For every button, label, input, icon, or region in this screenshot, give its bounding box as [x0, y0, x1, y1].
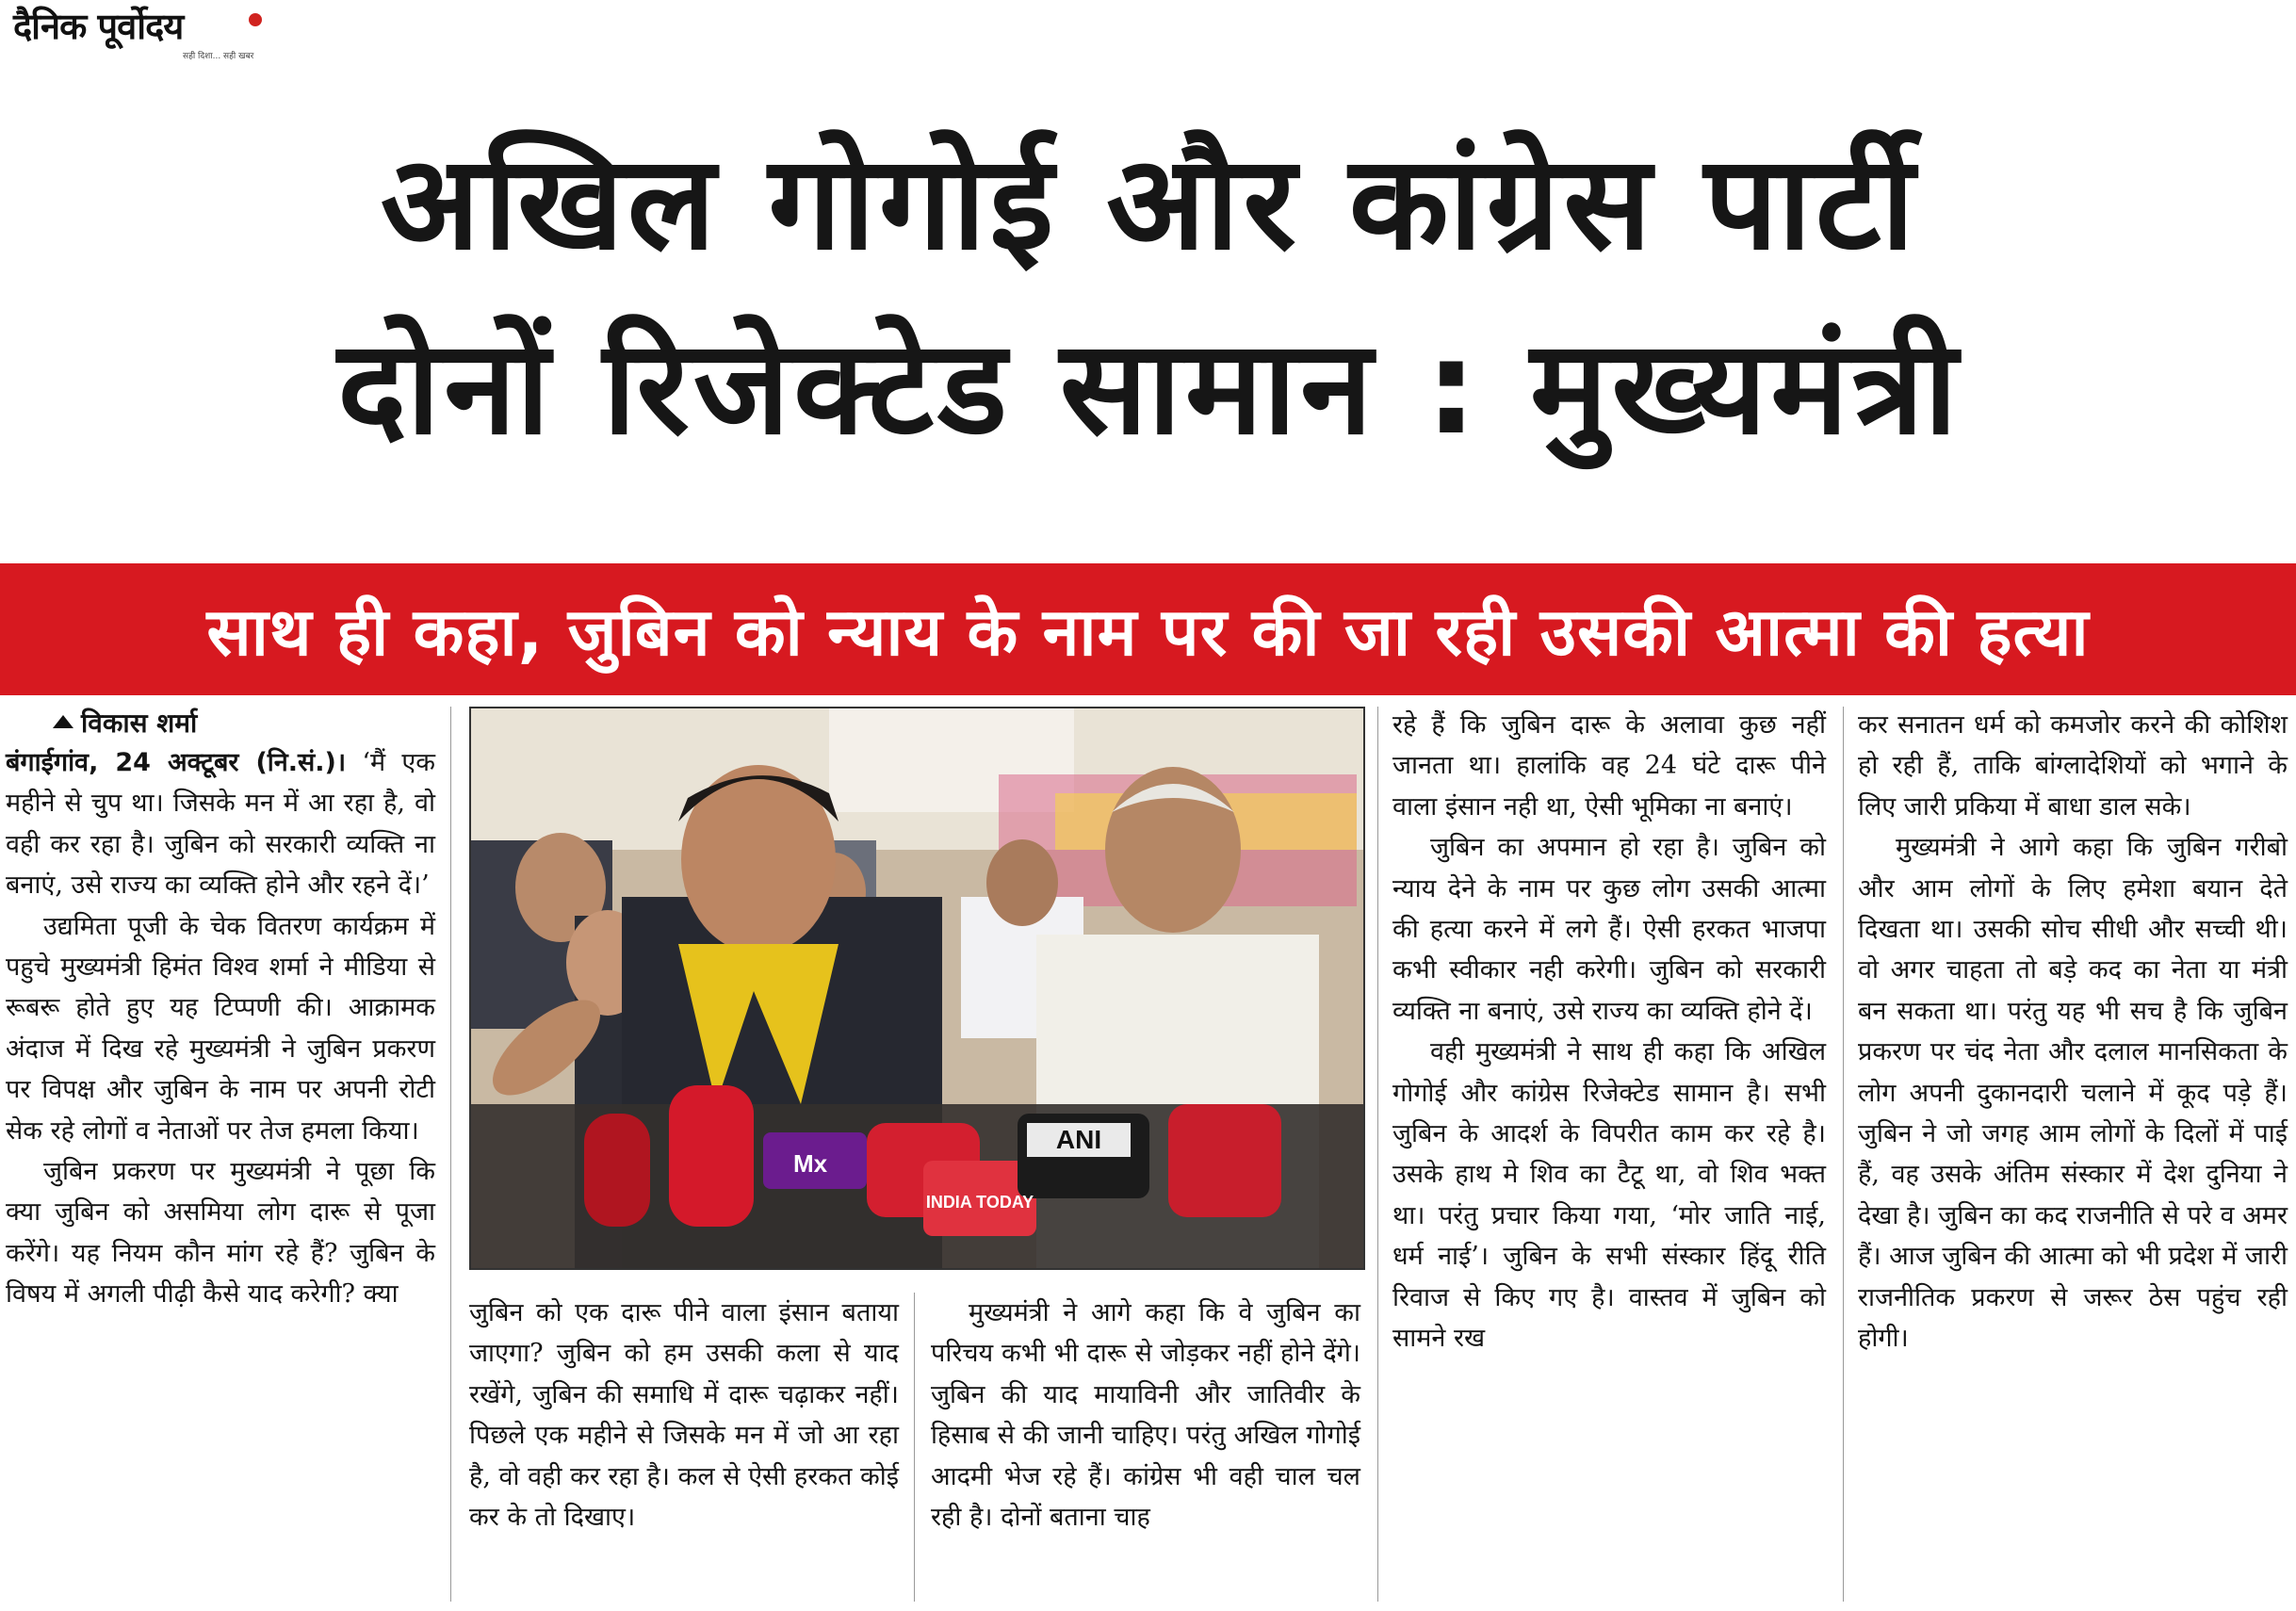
column-divider — [450, 707, 451, 1602]
article-paragraph: मुख्यमंत्री ने आगे कहा कि जुबिन गरीबो और आम लोगों के लिए हमेशा बयान देते दिखता था। उसकी सोच सीधी और सच्ची थी। वो अगर चाहता तो बड़े कद का नेता या मंत्री बन सकता था। परंतु यह भी सच है कि जुबिन प्रकरण पर चंद नेता और दलाल मानसिकता के लोग अपनी दुकानदारी चलाने में कूद पड़े हैं। जुबिन ने जो जगह आम लोगों के दिलों में पाई हैं, वह उसके अंतिम संस्कार में देश दुनिया ने देखा है। जुबिन का कद राजनीति से परे व अमर हैं। आज जुबिन की आत्मा को भी प्रदेश में जारी राजनीतिक प्रकरण से जरूर ठेस पहुंच रही होगी। — [1858, 833, 2288, 1354]
headline-line-1: अखिल गोगोई और कांग्रेस पार्टी — [380, 127, 1919, 279]
byline-marker-icon — [53, 715, 73, 728]
article-column-1 — [6, 705, 435, 1315]
dateline: बंगाईगांव, 24 अक्टूबर (नि.सं.)। — [6, 748, 347, 777]
masthead-logo — [13, 6, 268, 64]
mic-label-ani: ANI — [1055, 1125, 1102, 1154]
article-column-4 — [1392, 705, 1826, 1359]
logo-dot-icon — [249, 13, 262, 26]
article-paragraph: रहे हैं कि जुबिन दारू के अलावा कुछ नहीं जानता था। हालांकि वह 24 घंटे दारू पीने वाला इंसान नही था, ऐसी भूमिका ना बनाएं। — [1392, 710, 1826, 822]
newspaper-name: दैनिक पूर्वोदय — [13, 5, 184, 47]
article-paragraph: कर सनातन धर्म को कमजोर करने की कोशिश हो रही हैं, ताकि बांग्लादेशियों को भगाने के लिए जारी प्रकिया में बाधा डाल सके। — [1858, 710, 2288, 822]
article-column-2 — [469, 1293, 899, 1538]
column-divider — [914, 1293, 915, 1602]
article-paragraph: जुबिन प्रकरण पर मुख्यमंत्री ने पूछा कि क्या जुबिन को असमिया लोग दारू से पूजा करेंगे। यह नियम कौन मांग रहे हैं? जुबिन के विषय में अगली पीढ़ी कैसे याद करेगी? क्या — [6, 1157, 435, 1310]
subheadline-text: साथ ही कहा, जुबिन को न्याय के नाम पर की जा रही उसकी आत्मा की हत्या — [206, 594, 2090, 671]
article-paragraph: जुबिन को एक दारू पीने वाला इंसान बताया जाएगा? जुबिन को हम उसकी कला से याद रखेंगे, जुबिन की समाधि में दारू चढ़ाकर नहीं। पिछले एक महीने से जिसके मन में जो आ रहा है, वो वही कर रहा है। कल से ऐसी हरकत कोई कर के तो दिखाए। — [469, 1298, 899, 1533]
press-conference-photo — [471, 708, 1363, 1268]
column-divider — [1843, 707, 1844, 1602]
news-photo — [469, 707, 1365, 1270]
mic-label-mx: Mx — [792, 1149, 828, 1178]
article-column-3 — [931, 1293, 1360, 1538]
byline — [6, 705, 435, 742]
article-paragraph: वही मुख्यमंत्री ने साथ ही कहा कि अखिल गोगोई और कांग्रेस रिजेक्टेड सामान है। सभी जुबिन के आदर्श के विपरीत काम कर रहे है। उसके हाथ मे शिव का टैटू था, वो शिव भक्त था। परंतु प्रचार किया गया, ‘मोर जाति नाई, धर्म नाई’। जुबिन के सभी संस्कार हिंदू रीति रिवाज से किए गए है। वास्तव में जुबिन को सामने रख — [1392, 1037, 1826, 1354]
article-paragraph: उद्यमिता पूजी के चेक वितरण कार्यक्रम में पहुचे मुख्यमंत्री हिमंत विश्व शर्मा ने मीडिया से रूबरू होते हुए यह टिप्पणी की। आक्रामक अंदाज में दिख रहे मुख्यमंत्री ने जुबिन प्रकरण पर विपक्ष और जुबिन के नाम पर अपनी रोटी सेक रहे लोगों व नेताओं पर तेज हमला किया। — [6, 911, 435, 1146]
article-paragraph: बंगाईगांव, 24 अक्टूबर (नि.सं.)। ‘मैं एक महीने से चुप था। जिसके मन में आ रहा है, वो वही कर रहा है। जुबिन को सरकारी व्यक्ति ना बनाएं, उसे राज्य का व्यक्ति होने और रहने दें।’ — [6, 748, 435, 901]
article-paragraph: मुख्यमंत्री ने आगे कहा कि वे जुबिन का परिचय कभी भी दारू से जोड़कर नहीं होने देंगे। जुबिन की याद मायाविनी और जातिवीर के हिसाब से की जानी चाहिए। परंतु अखिल गोगोई आदमी भेज रहे हैं। कांग्रेस भी वही चाल चल रही है। दोनों बताना चाह — [931, 1298, 1360, 1533]
subheadline-banner — [0, 563, 2296, 695]
mic-label-india-today: INDIA TODAY — [925, 1193, 1034, 1212]
article-column-5 — [1858, 705, 2288, 1359]
article-paragraph: जुबिन का अपमान हो रहा है। जुबिन को न्याय देने के नाम पर कुछ लोग उसकी आत्मा की हत्या करने में लगे हैं। ऐसी हरकत भाजपा कभी स्वीकार नही करेगी। जुबिन को सरकारी व्यक्ति ना बनाएं, उसे राज्य का व्यक्ति होने दें। — [1392, 833, 1826, 1026]
headline-line-2: दोनों रिजेक्टेड सामान : मुख्यमंत्री — [337, 312, 1962, 464]
author-name: विकास शर्मा — [81, 708, 198, 739]
column-divider — [1377, 707, 1378, 1602]
main-headline — [19, 111, 2280, 480]
masthead-tagline: सही दिशा... सही खबर — [183, 52, 254, 61]
